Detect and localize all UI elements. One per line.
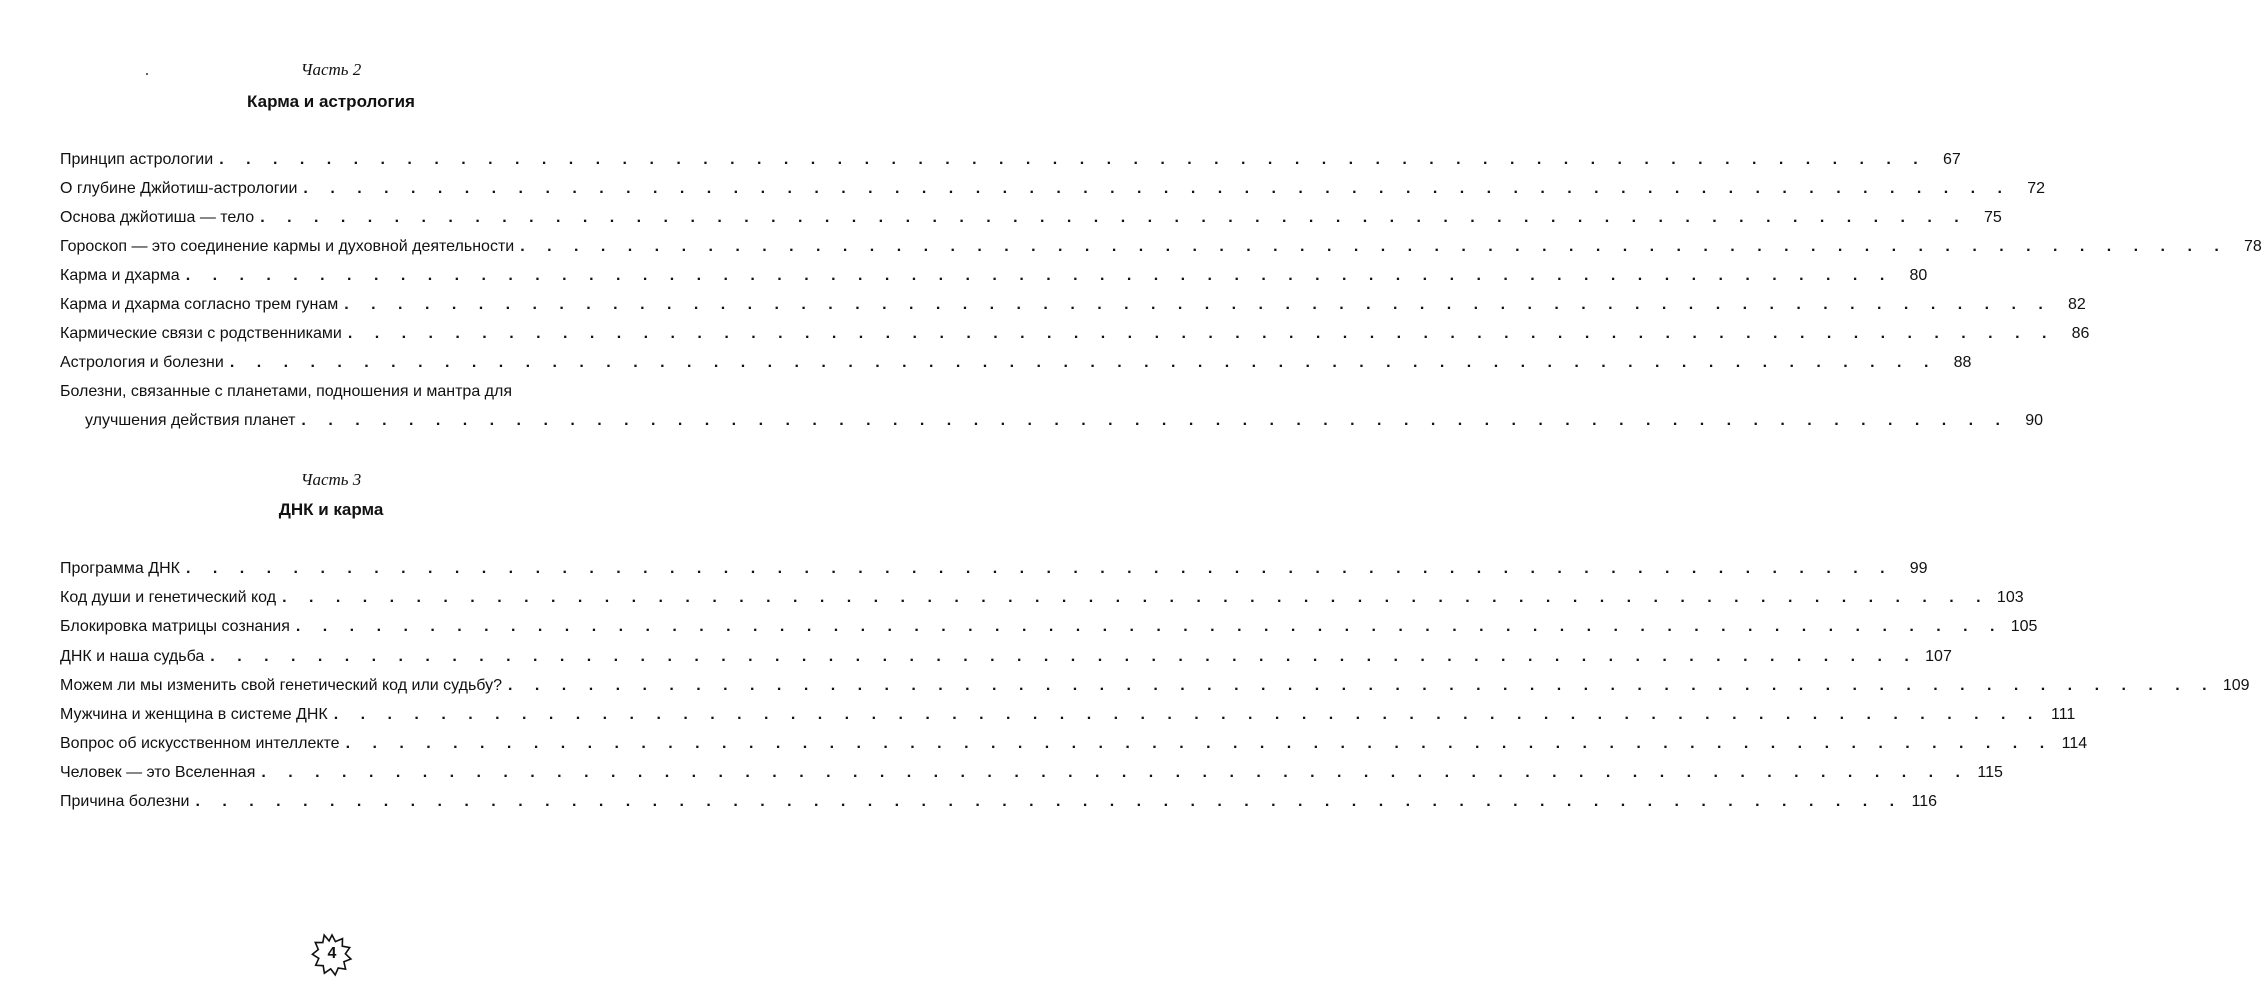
toc-entry[interactable] — [60, 262, 1928, 286]
toc-entry[interactable] — [60, 175, 2045, 199]
toc-entry[interactable] — [60, 349, 1972, 373]
toc-entry[interactable] — [60, 613, 2038, 637]
part-3-label: Часть 3 — [300, 470, 362, 489]
toc-entry-title: Карма и дхарма — [60, 266, 186, 286]
toc-entry[interactable] — [60, 320, 2090, 344]
toc-entry[interactable] — [60, 233, 2262, 257]
toc-entry-title: ДНК и наша судьба — [60, 647, 210, 667]
toc-leader-dots: . . . . . . . . . . . . . . . . . . . . . . . . . . . . . . . . . . . . . . . . . . . . . . . . . . . . . . . . . . . . . . . . — [185, 560, 1894, 577]
toc-entry-title: Блокировка матрицы сознания — [60, 617, 296, 637]
toc-entry[interactable] — [60, 291, 2086, 315]
part-2-label: Часть 2 — [300, 60, 362, 79]
toc-entry-page: 78 — [2243, 238, 2262, 255]
toc-entry-title-line-2: улучшения действия планет — [85, 411, 301, 431]
toc-leader-dots: . . . . . . . . . . . . . . . . . . . . . . . . . . . . . . . . . . . . . . . . . . . . . . . . . . . . . . . . . . . . . . . . — [229, 354, 1938, 371]
toc-entry-page: 114 — [2061, 735, 2088, 752]
toc-leader-dots: . . . . . . . . . . . . . . . . . . . . . . . . . . . . . . . . . . . . . . . . . . . . . . . . . . . . . . . . . . . . . . . . — [260, 209, 1968, 226]
toc-entry[interactable] — [60, 204, 2002, 228]
toc-leader-dots: . . . . . . . . . . . . . . . . . . . . . . . . . . . . . . . . . . . . . . . . . . . . . . . . . . . . . . . . . . . . . . . . — [303, 180, 2011, 197]
toc-entry-page: 72 — [2027, 180, 2045, 197]
toc-entry-title: Основа джйотиша — тело — [60, 208, 260, 228]
toc-entry-title: Астрология и болезни — [60, 353, 230, 373]
toc-entry-title: Причина болезни — [60, 792, 196, 812]
toc-entry-page: 107 — [1925, 648, 1952, 665]
toc-leader-dots: . . . . . . . . . . . . . . . . . . . . . . . . . . . . . . . . . . . . . . . . . . . . . . . . . . . . . . . . . . . . . . . . — [295, 618, 2004, 635]
toc-entry[interactable] — [60, 643, 1952, 667]
toc-entry-page: 116 — [1911, 793, 1938, 810]
toc-entry[interactable] — [85, 407, 2043, 431]
part-3-title: ДНК и карма — [278, 500, 384, 519]
toc-entry-page: 115 — [1977, 764, 2003, 781]
toc-leader-dots: . . . . . . . . . . . . . . . . . . . . . . . . . . . . . . . . . . . . . . . . . . . . . . . . . . . . . . . . . . . . . . . . — [508, 677, 2216, 694]
toc-leader-dots: . . . . . . . . . . . . . . . . . . . . . . . . . . . . . . . . . . . . . . . . . . . . . . . . . . . . . . . . . . . . . . . . — [345, 735, 2054, 752]
toc-entry-title: Вопрос об искусственном интеллекте — [60, 734, 346, 754]
toc-entry-title: О глубине Джйотиш-астрологии — [60, 179, 303, 199]
toc-leader-dots: . . . . . . . . . . . . . . . . . . . . . . . . . . . . . . . . . . . . . . . . . . . . . . . . . . . . . . . . . . . . . . . . — [185, 267, 1894, 284]
toc-entry-page: 111 — [2050, 706, 2076, 723]
toc-entry[interactable] — [60, 788, 1938, 812]
toc-entry-title-line-1[interactable]: Болезни, связанные с планетами, подношения и мантра для — [60, 383, 513, 400]
toc-entry[interactable] — [60, 759, 2003, 783]
toc-leader-dots: . . . . . . . . . . . . . . . . . . . . . . . . . . . . . . . . . . . . . . . . . . . . . . . . . . . . . . . . . . . . . . . . — [520, 238, 2228, 255]
part-2-title: Карма и астрология — [247, 92, 415, 111]
toc-entry-page: 109 — [2222, 677, 2250, 694]
toc-entry-page: 67 — [1942, 151, 1961, 168]
toc-entry-page: 82 — [2068, 296, 2086, 313]
toc-entry[interactable] — [60, 672, 2250, 696]
page-number: 4 — [327, 945, 337, 962]
toc-entry[interactable] — [60, 701, 2076, 725]
toc-leader-dots: . . . . . . . . . . . . . . . . . . . . . . . . . . . . . . . . . . . . . . . . . . . . . . . . . . . . . . . . . . . . . . . . — [282, 589, 1990, 606]
toc-entry[interactable] — [60, 555, 1928, 579]
toc-entry-page: 86 — [2071, 325, 2090, 342]
toc-entry-title: Можем ли мы изменить свой генетический код или судьбу? — [60, 676, 508, 696]
toc-entry-page: 80 — [1909, 267, 1928, 284]
toc-entry-page: 99 — [1909, 560, 1928, 577]
toc-entry[interactable] — [60, 146, 1961, 170]
toc-entry-title: Человек — это Вселенная — [60, 763, 261, 783]
toc-entry-title: Принцип астрологии — [60, 150, 219, 170]
toc-leader-dots: . . . . . . . . . . . . . . . . . . . . . . . . . . . . . . . . . . . . . . . . . . . . . . . . . . . . . . . . . . . . . . . . — [261, 764, 1969, 781]
toc-leader-dots: . . . . . . . . . . . . . . . . . . . . . . . . . . . . . . . . . . . . . . . . . . . . . . . . . . . . . . . . . . . . . . . . — [344, 296, 2052, 313]
toc-entry-title: Программа ДНК — [60, 559, 186, 579]
toc-leader-dots: . . . . . . . . . . . . . . . . . . . . . . . . . . . . . . . . . . . . . . . . . . . . . . . . . . . . . . . . . . . . . . . . — [301, 412, 2009, 429]
toc-leader-dots: . . . . . . . . . . . . . . . . . . . . . . . . . . . . . . . . . . . . . . . . . . . . . . . . . . . . . . . . . . . . . . . . — [195, 793, 1904, 810]
toc-entry-title: Кармические связи с родственниками — [60, 324, 348, 344]
toc-entry-title: Код души и генетический код — [60, 588, 282, 608]
toc-entry-page: 90 — [2025, 412, 2043, 429]
toc-leader-dots: . . . . . . . . . . . . . . . . . . . . . . . . . . . . . . . . . . . . . . . . . . . . . . . . . . . . . . . . . . . . . . . . — [347, 325, 2056, 342]
toc-entry-page: 88 — [1953, 354, 1972, 371]
toc-entry-title: Мужчина и женщина в системе ДНК — [60, 705, 334, 725]
toc-leader-dots: . . . . . . . . . . . . . . . . . . . . . . . . . . . . . . . . . . . . . . . . . . . . . . . . . . . . . . . . . . . . . . . . — [210, 648, 1918, 665]
page-number-badge — [312, 934, 352, 974]
toc-entry-page: 103 — [1996, 589, 2024, 606]
toc-entry-title: Гороскоп — это соединение кармы и духовной деятельности — [60, 237, 520, 257]
toc-entry-page: 105 — [2010, 618, 2038, 635]
toc-entry-page: 75 — [1983, 209, 2002, 226]
toc-entry-title: Карма и дхарма согласно трем гунам — [60, 295, 344, 315]
toc-entry[interactable] — [60, 584, 2024, 608]
toc-entry[interactable] — [60, 730, 2088, 754]
toc-leader-dots: . . . . . . . . . . . . . . . . . . . . . . . . . . . . . . . . . . . . . . . . . . . . . . . . . . . . . . . . . . . . . . . . — [333, 706, 2042, 723]
toc-leader-dots: . . . . . . . . . . . . . . . . . . . . . . . . . . . . . . . . . . . . . . . . . . . . . . . . . . . . . . . . . . . . . . . . — [219, 151, 1927, 168]
